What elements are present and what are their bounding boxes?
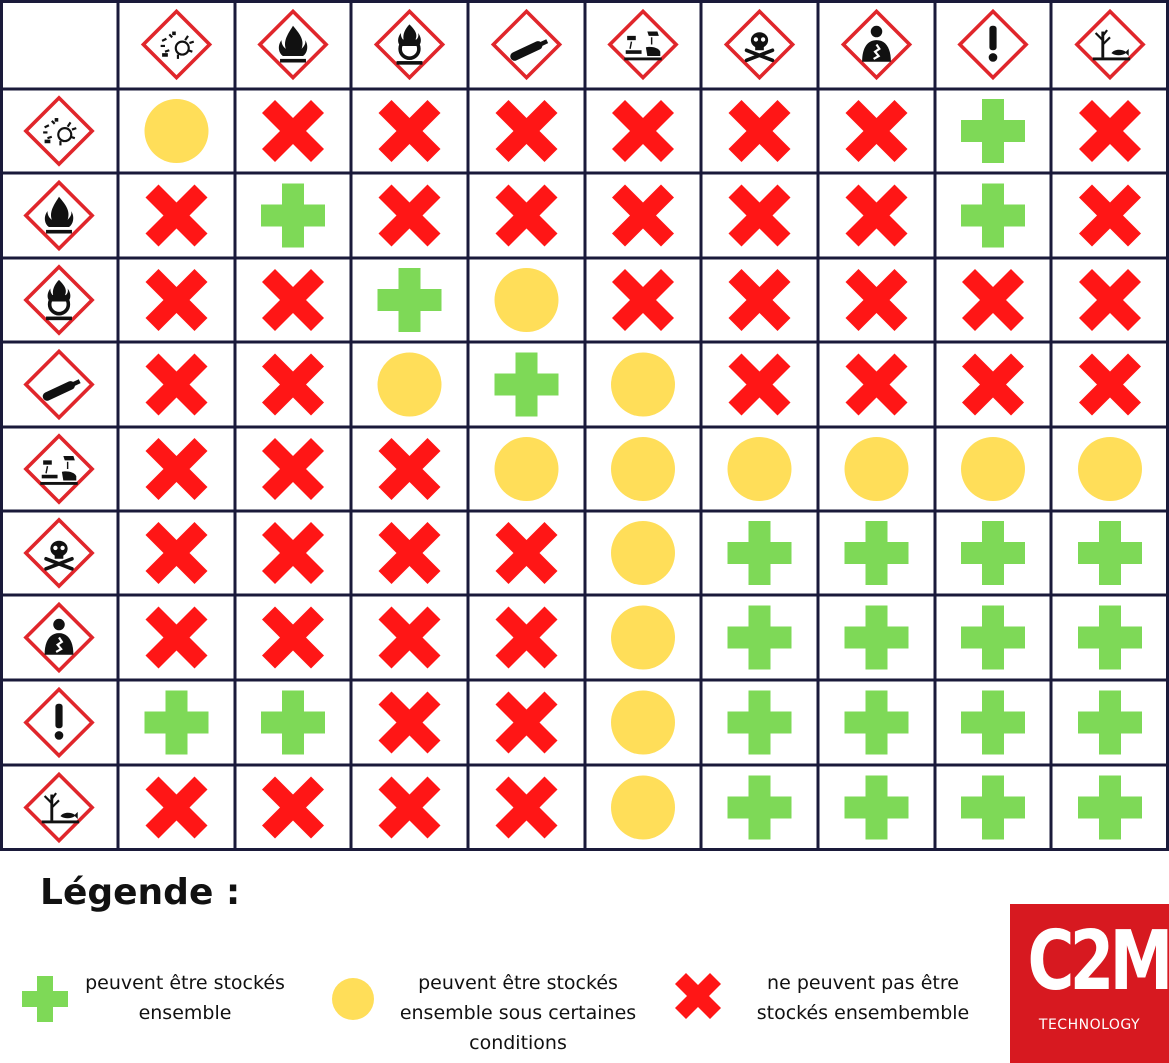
circle-symbol: [961, 437, 1025, 501]
circle-symbol: [611, 353, 675, 417]
logo-main-text: C2M: [1027, 914, 1169, 1009]
circle-symbol: [728, 437, 792, 501]
circle-symbol: [845, 437, 909, 501]
red-cross-icon: [675, 973, 721, 1019]
plus-shape: [22, 976, 68, 1022]
legend-title: Légende :: [40, 872, 241, 913]
circle-symbol: [495, 437, 559, 501]
circle-symbol: [611, 691, 675, 755]
circle-symbol: [145, 99, 209, 163]
circle-symbol: [378, 353, 442, 417]
circle-symbol: [611, 437, 675, 501]
circle-symbol: [611, 776, 675, 840]
legend-text-cross: ne peuvent pas être stockés ensembemble: [756, 972, 970, 1024]
cross-shape: [675, 973, 721, 1019]
circle-symbol: [1078, 437, 1142, 501]
legend-text-circle: peuvent être stockés ensemble sous certaines conditions: [399, 972, 637, 1054]
circle-symbol: [495, 268, 559, 332]
legend-text-plus: peuvent être stockés ensemble: [85, 972, 285, 1024]
yellow-circle-icon: [331, 977, 375, 1021]
c2m-technology-logo: [1010, 904, 1169, 1063]
circle-symbol: [611, 521, 675, 585]
logo-sub-text: TECHNOLOGY: [1038, 1017, 1141, 1033]
circle-shape: [332, 978, 374, 1020]
circle-symbol: [611, 606, 675, 670]
green-plus-icon: [22, 976, 68, 1022]
